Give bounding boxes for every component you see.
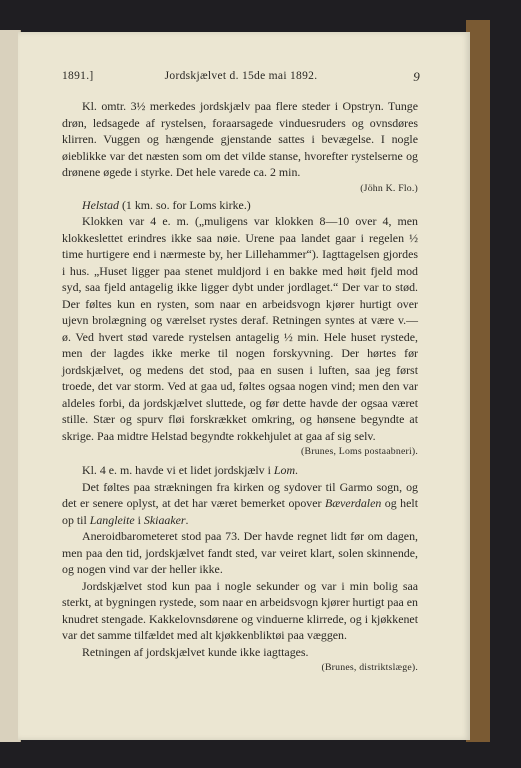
helstad-place: Helstad <box>82 197 119 212</box>
duration-paragraph: Jordskjælvet stod kun paa i nogle sekunder og var i min bolig saa sterkt, at bygningen rystede, som naar en arbeidsvogn kjører hurtigt paa en knudret stengade. Kakkelovnsdørene og vinduerne klirrede, og i kjøkkenet var det samme tilfældet med alt kjøkkenbliktøi paa væggen. <box>62 578 418 642</box>
place-skiaaker: Skiaaker <box>143 512 186 527</box>
header-year: 1891.] <box>62 70 94 82</box>
helstad-location: (1 km. so. for Loms kirke.) <box>119 197 251 212</box>
lom-place: Lom <box>273 463 296 477</box>
helstad-paragraph: Klokken var 4 e. m. („muligens var klokken 8—10 over 4, men klokkeslettet erindres ikke saa nøie. Urene paa landet gaar i regelen ½ time hurtigere end i nærmeste by, her Lillehammer“). Iagttagelsen gjordes i hus. „Huset ligger paa stenet muldjord i en bakke med høit fjeld mod syd, saa fjeld antagelig ikke ligger dybt under jordlaget.“ Der var to stød. Der føltes kun en rysten, som naar en arbeidsvogn kjører hurtigt over ujevn brolægning og værelset rystes deraf. Retningen syntes at være v.—ø. Ved hvert stød varede rystelsen antagelig ½ min. Hele huset rystede, men der lagdes ikke merke til nogen forskyvning. Der hørtes før jordskjælvet, og medens det stod, paa en susen i luften, saa jeg først troede, det var storm. Ved at gaa ud, føltes ogsaa nogen vind; men den var aldeles forbi, da jordskjælvet sluttede, og før dette havde der ogsaa været stille. Stær og spurv fløi forskrækket omkring, og hønsene begyndte at skrige. Paa midtre Helstad begyndte rokkehjulet at gaa af sig selv. <box>62 214 418 443</box>
header-title: Jordskjælvet d. 15de mai 1892. <box>164 70 318 82</box>
place-langleite: Langleite <box>89 512 135 527</box>
signature-brunes-postaabneri: (Brunes, Loms postaabneri). <box>301 446 418 457</box>
helstad-heading <box>62 197 418 214</box>
barometer-paragraph: Aneroidbarometeret stod paa 73. Der havde regnet lidt før om dagen, men paa den tid, jordskjælvet fandt sted, var veiret klart, solen skinnende, og nogen vind var der heller ikke. <box>62 529 418 576</box>
body-text <box>62 98 418 676</box>
direction-paragraph: Retningen af jordskjælvet kunde ikke iagttages. <box>82 644 309 659</box>
opstryn-paragraph: Kl. omtr. 3½ merkedes jordskjælv paa flere steder i Opstryn. Tunge drøn, ledsagede af rystelsen, foraarsagede vinduesruders og ovnsdøres klirren. Vuggen og hængende gjenstande sattes i bevægelse. I nogle øieblikke var det næsten som om det vilde stanse, hvorefter rystelserne og drønene øgede i styrke. Det hele varede ca. 2 min. <box>62 99 418 179</box>
signature-brunes-distriktslaege: (Brunes, distriktslæge). <box>321 662 418 673</box>
page-number: 9 <box>413 69 420 84</box>
signature-flo: (Jöhn K. Flo.) <box>360 182 418 194</box>
book-page <box>18 32 470 740</box>
lom-extent-paragraph: Det føltes paa strækningen fra kirken og sydover til Garmo sogn, og det er senere oplyst, at det har været bemerket opover Bæverdalen og helt op til Langleite i Skiaaker. <box>62 479 418 527</box>
lom-intro: Kl. 4 e. m. havde vi et lidet jordskjælv i Lom. <box>82 463 299 477</box>
running-header <box>62 70 420 86</box>
place-baeverdalen: Bæverdalen <box>324 496 382 510</box>
